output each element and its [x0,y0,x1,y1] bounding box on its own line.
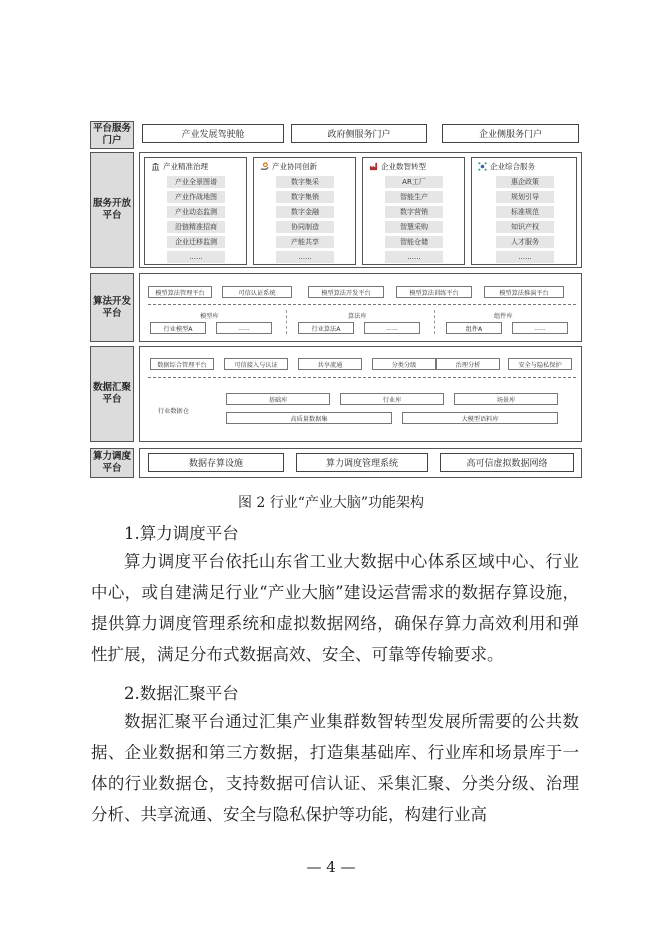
data-top-item: 可信接入与认证 [224,358,288,370]
list-item: 智慧采购 [385,221,443,233]
row-label-algorithm: 算法开发平台 [90,273,134,342]
service-column-transformation [362,157,465,265]
government-building-icon [151,162,160,171]
list-item: ...... [276,251,334,263]
data-top-item: 治理分析 [436,358,500,370]
list-item: 产业动态监测 [167,206,225,218]
compute-item: 数据存算设施 [148,453,284,472]
portal-industry-cockpit: 产业发展驾驶舱 [142,124,284,143]
service-column-title: 企业综合服务 [478,161,535,172]
list-item: 惠企政策 [496,176,554,188]
group-title-model-library: 模型库 [200,313,219,320]
list-item: 沿链精准招商 [167,221,225,233]
list-item: ...... [496,251,554,263]
service-column-title: 产业精准治理 [151,161,208,172]
list-item: 智能仓储 [385,236,443,248]
list-item: ...... [385,251,443,263]
list-item: AR工厂 [385,176,443,188]
service-column-enterprise [471,157,577,265]
row-label-data-gather: 数据汇聚平台 [90,346,134,442]
list-item: 知识产权 [496,221,554,233]
paragraph-data: 数据汇聚平台通过汇集产业集群数智转型发展所需要的公共数据、企业数据和第三方数据，打造集基础库、行业库和场景库于一体的行业数据仓，支持数据可信认证、采集汇聚、分类分级、治理分析、共享流通、安全与隐私保护等功能，构建行业高 [91,712,579,824]
algorithm-top-item: 模型算法训练平台 [396,286,472,298]
section-heading-compute: 1.算力调度平台 [124,524,239,543]
data-top-item: 共享流通 [298,358,362,370]
list-item: 数字营销 [385,206,443,218]
hand-gear-icon [260,162,269,171]
list-item: 智能生产 [385,191,443,203]
compute-item: 算力调度管理系统 [296,453,428,472]
list-item: 企业迁移监测 [167,236,225,248]
algorithm-top-item: 模型算法推演平台 [484,286,564,298]
data-top-item: 分类分级 [372,358,436,370]
warehouse-item: 大模型语料库 [402,412,558,424]
service-column-collaboration [253,157,356,265]
warehouse-label: 行业数据仓 [158,408,189,415]
row-label-compute: 算力调度平台 [90,448,134,478]
compute-item: 高可信虚拟数据网络 [440,453,574,472]
row-platform-service [139,121,582,149]
algorithm-top-item: 模型算法管理平台 [148,286,212,298]
service-network-icon [478,162,487,171]
paragraph-compute: 算力调度平台依托山东省工业大数据中心体系区域中心、行业中心，或自建满足行业“产业大脑”建设运营需求的数据存算设施，提供算力调度管理系统和虚拟数据网络，确保存算力高效利用和弹性扩展，满足分布式数据高效、安全、可靠等传输要求。 [91,552,579,664]
row-label-platform-service: 平台服务门户 [90,121,134,149]
data-top-item: 安全与隐私保护 [508,358,572,370]
section-heading-data: 2.数据汇聚平台 [124,684,239,703]
factory-icon [369,162,378,171]
row-data-gather [139,346,582,442]
row-algorithm [139,273,582,342]
warehouse-item: 场景库 [454,393,558,405]
divider [434,310,435,334]
warehouse-item: 高质量数据集 [226,412,392,424]
portal-enterprise: 企业侧服务门户 [442,124,579,143]
list-item: 协同制造 [276,221,334,233]
list-item: 产业全景图谱 [167,176,225,188]
list-item: 数字集销 [276,191,334,203]
list-item: 规划引导 [496,191,554,203]
group-item: ...... [364,322,420,334]
service-column-governance [144,157,247,265]
group-title-component-library: 组件库 [494,313,513,320]
group-item: ...... [216,322,272,334]
divider [286,310,287,334]
list-item: 产业作战地图 [167,191,225,203]
divider [148,377,576,378]
algorithm-top-item: 模型算法开发平台 [308,286,384,298]
list-item: 数字集采 [276,176,334,188]
warehouse-item: 基础库 [226,393,330,405]
list-item: 标准规范 [496,206,554,218]
service-column-title: 产业协同创新 [260,161,317,172]
algorithm-top-item: 可信认证系统 [222,286,292,298]
data-top-item: 数据综合管理平台 [150,358,214,370]
group-item: 行业模型A [150,322,206,334]
group-item: ...... [512,322,568,334]
group-title-algorithm-library: 算法库 [348,313,367,320]
row-compute [139,448,582,478]
warehouse-item: 行业库 [340,393,444,405]
row-label-service-open: 服务开放平台 [90,152,134,268]
page-number: — 4 — [306,858,356,876]
service-column-title: 企业数智转型 [369,161,426,172]
portal-government: 政府侧服务门户 [291,124,427,143]
list-item: 数字金融 [276,206,334,218]
group-item: 组件A [446,322,502,334]
figure-caption: 图 2 行业“产业大脑”功能架构 [237,495,425,511]
group-item: 行业算法A [298,322,354,334]
divider [148,304,576,305]
list-item: ...... [167,251,225,263]
list-item: 人才服务 [496,236,554,248]
row-service-open [139,152,582,268]
list-item: 产能共享 [276,236,334,248]
